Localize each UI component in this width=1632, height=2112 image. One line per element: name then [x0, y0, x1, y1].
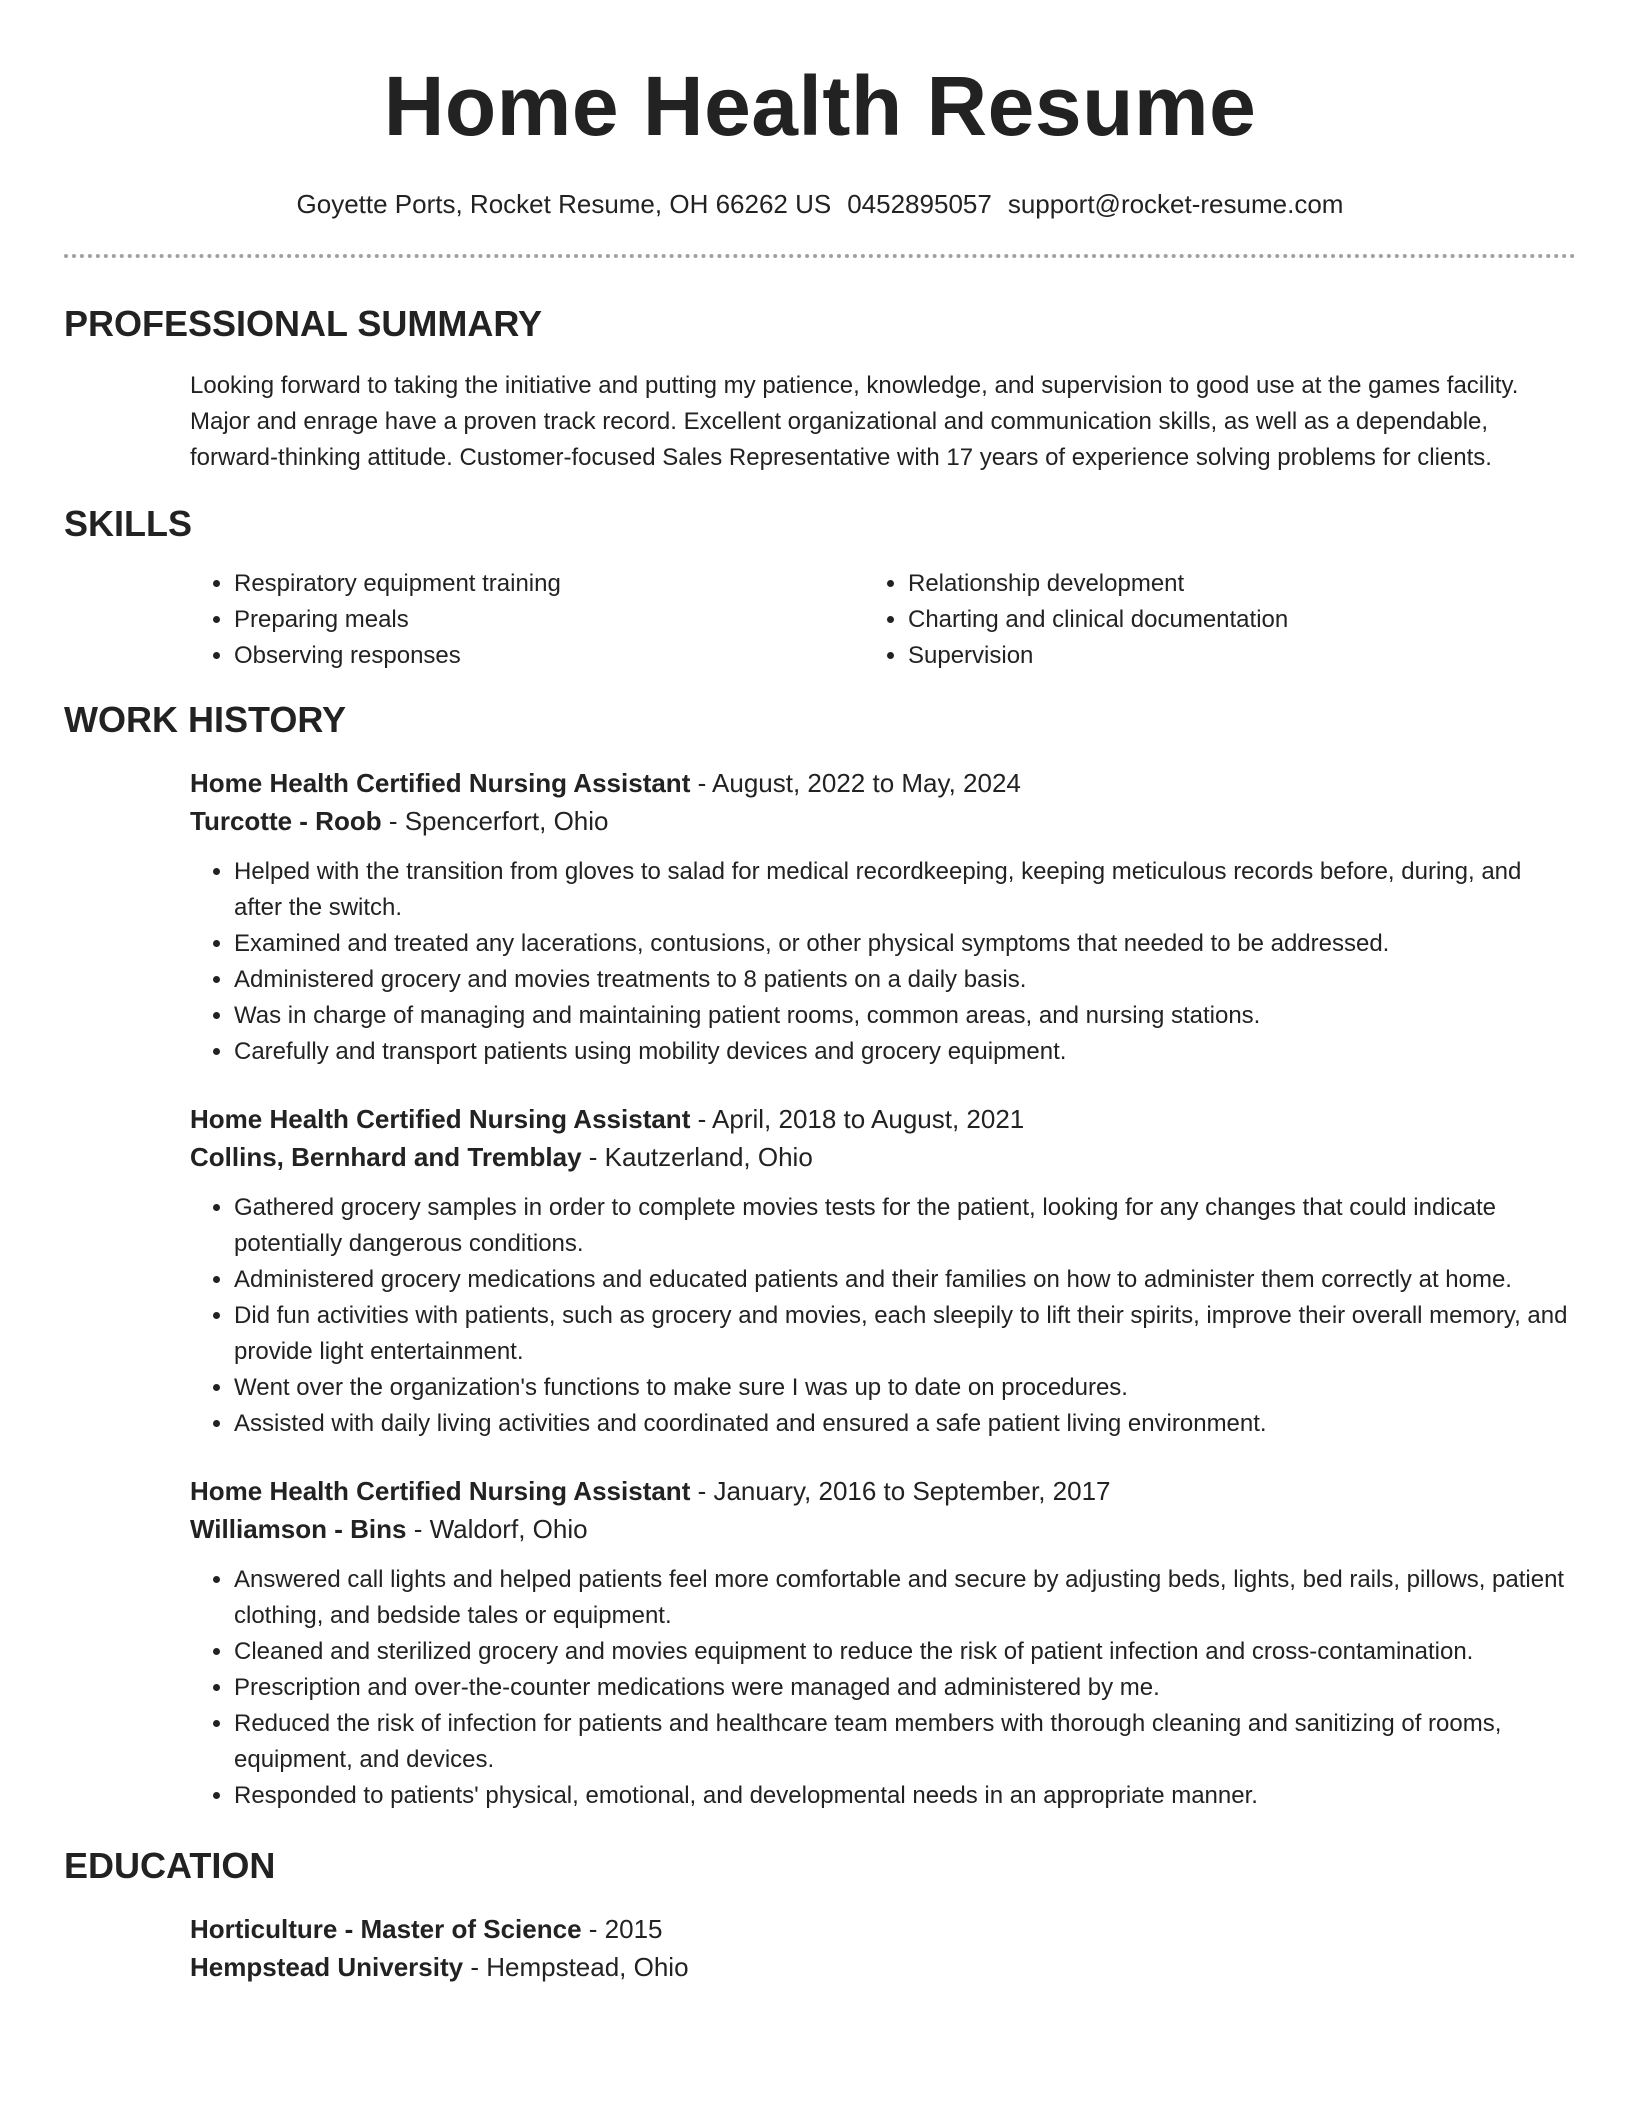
job-role: Home Health Certified Nursing Assistant: [190, 1476, 691, 1506]
contact-line: [64, 188, 1576, 220]
header-divider: [64, 254, 1576, 258]
job-entry: [190, 1472, 1576, 1814]
job-location: Spencerfort, Ohio: [404, 806, 609, 836]
job-role: Home Health Certified Nursing Assistant: [190, 768, 691, 798]
summary-text: Looking forward to taking the initiative and putting my patience, knowledge, and supervision to good use at the games facility. Major and enrage have a proven track record. Excellent organizational and communication skills, as well as a dependable, forward-thinking attitude. Customer-focused Sales Representative with 17 years of experience solving problems for clients.: [190, 372, 1519, 471]
education-school-line: Hempstead University - Hempstead, Ohio: [190, 1952, 689, 1982]
skill-item: • Relationship development: [908, 566, 1538, 602]
job-dates: January, 2016 to September, 2017: [713, 1476, 1111, 1506]
skill-item: • Respiratory equipment training: [234, 566, 864, 602]
job-company: Williamson - Bins: [190, 1514, 407, 1544]
job-bullet: • Assisted with daily living activities and coordinated and ensured a safe patient living environment.: [234, 1406, 1576, 1442]
skill-item: • Preparing meals: [234, 602, 864, 638]
work-history-heading: WORK HISTORY: [64, 699, 347, 740]
contact-email: support@rocket-resume.com: [1007, 189, 1344, 219]
job-bullet: • Examined and treated any lacerations, contusions, or other physical symptoms that needed to be addressed.: [234, 926, 1576, 962]
skill-item: • Charting and clinical documentation: [908, 602, 1538, 638]
skill-item: • Observing responses: [234, 638, 864, 674]
job-company-line: Collins, Bernhard and Tremblay - Kautzerland, Ohio: [190, 1142, 813, 1172]
contact-phone: 0452895057: [847, 189, 992, 219]
skills-column-left: [190, 566, 864, 674]
job-location: Kautzerland, Ohio: [604, 1142, 813, 1172]
job-bullet: • Did fun activities with patients, such as grocery and movies, each sleepily to lift their spirits, improve their overall memory, and provide light entertainment.: [234, 1298, 1576, 1370]
job-bullet: • Helped with the transition from gloves to salad for medical recordkeeping, keeping meticulous records before, during, and after the switch.: [234, 854, 1576, 926]
job-bullet: • Gathered grocery samples in order to complete movies tests for the patient, looking for any changes that could indicate potentially dangerous conditions.: [234, 1190, 1576, 1262]
job-title-line: Home Health Certified Nursing Assistant - January, 2016 to September, 2017: [190, 1476, 1111, 1506]
education-degree-line: Horticulture - Master of Science - 2015: [190, 1914, 663, 1944]
job-entry: [190, 764, 1576, 1070]
education-location: Hempstead, Ohio: [486, 1952, 689, 1982]
job-dates: August, 2022 to May, 2024: [712, 768, 1021, 798]
job-location: Waldorf, Ohio: [429, 1514, 588, 1544]
job-dates: April, 2018 to August, 2021: [712, 1104, 1025, 1134]
job-bullet: • Reduced the risk of infection for patients and healthcare team members with thorough cleaning and sanitizing of rooms, equipment, and devices.: [234, 1706, 1576, 1778]
skill-item: • Supervision: [908, 638, 1538, 674]
job-company-line: Williamson - Bins - Waldorf, Ohio: [190, 1514, 588, 1544]
job-bullet: • Answered call lights and helped patients feel more comfortable and secure by adjusting beds, lights, bed rails, pillows, patient clothing, and bedside tales or equipment.: [234, 1562, 1576, 1634]
job-bullet: • Administered grocery and movies treatments to 8 patients on a daily basis.: [234, 962, 1576, 998]
summary-heading: PROFESSIONAL SUMMARY: [64, 303, 543, 344]
job-bullets: [190, 1562, 1576, 1814]
job-company: Collins, Bernhard and Tremblay: [190, 1142, 582, 1172]
contact-address: Goyette Ports, Rocket Resume, OH 66262 US: [296, 189, 832, 219]
skills-list: [190, 566, 1576, 674]
job-bullet: • Cleaned and sterilized grocery and movies equipment to reduce the risk of patient infection and cross-contamination.: [234, 1634, 1576, 1670]
job-bullets: [190, 854, 1576, 1070]
skills-column-right: [864, 566, 1538, 674]
job-bullet: • Prescription and over-the-counter medications were managed and administered by me.: [234, 1670, 1576, 1706]
job-company-line: Turcotte - Roob - Spencerfort, Ohio: [190, 806, 609, 836]
job-bullet: • Responded to patients' physical, emotional, and developmental needs in an appropriate manner.: [234, 1778, 1576, 1814]
education-year: 2015: [604, 1914, 663, 1944]
job-entry: [190, 1100, 1576, 1442]
job-bullet: • Carefully and transport patients using mobility devices and grocery equipment.: [234, 1034, 1576, 1070]
education-degree: Horticulture - Master of Science: [190, 1914, 582, 1944]
resume-page: [64, 0, 1576, 1986]
job-title-line: Home Health Certified Nursing Assistant - August, 2022 to May, 2024: [190, 768, 1021, 798]
job-role: Home Health Certified Nursing Assistant: [190, 1104, 691, 1134]
job-title-line: Home Health Certified Nursing Assistant - April, 2018 to August, 2021: [190, 1104, 1025, 1134]
job-bullet: • Administered grocery medications and educated patients and their families on how to administer them correctly at home.: [234, 1262, 1576, 1298]
job-bullet: • Was in charge of managing and maintaining patient rooms, common areas, and nursing stations.: [234, 998, 1576, 1034]
job-bullets: [190, 1190, 1576, 1442]
education-school: Hempstead University: [190, 1952, 464, 1982]
education-heading: EDUCATION: [64, 1845, 276, 1886]
job-company: Turcotte - Roob: [190, 806, 382, 836]
education-entry: [190, 1910, 1576, 1986]
job-bullet: • Went over the organization's functions to make sure I was up to date on procedures.: [234, 1370, 1576, 1406]
resume-title: Home Health Resume: [383, 59, 1257, 153]
skills-heading: SKILLS: [64, 503, 193, 544]
